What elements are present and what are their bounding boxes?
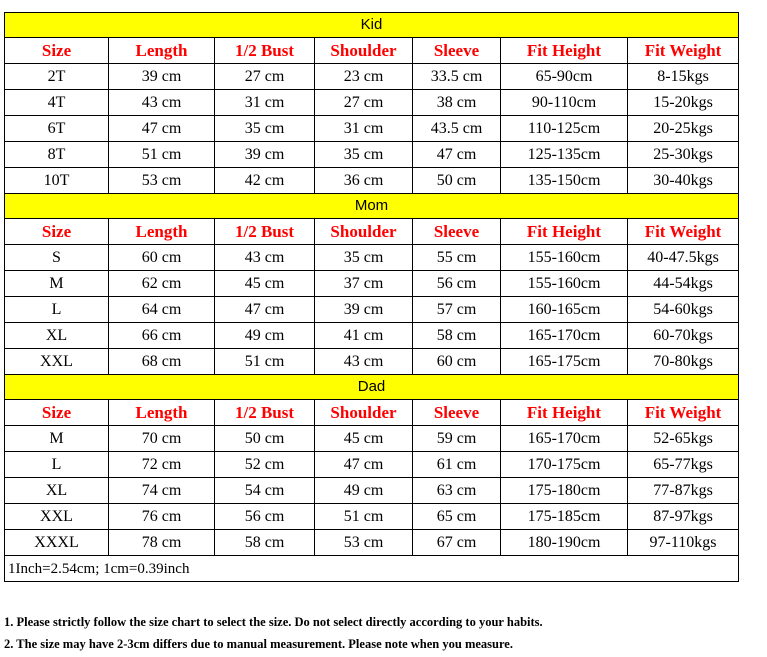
table-cell: 31 cm: [315, 116, 413, 142]
table-cell: 43 cm: [315, 349, 413, 375]
table-cell: 51 cm: [315, 504, 413, 530]
table-cell: 10T: [5, 168, 109, 194]
table-cell: 44-54kgs: [628, 271, 739, 297]
table-cell: 60-70kgs: [628, 323, 739, 349]
column-header: Fit Weight: [628, 219, 739, 245]
table-cell: 64 cm: [109, 297, 215, 323]
column-header: Shoulder: [315, 400, 413, 426]
table-cell: 47 cm: [413, 142, 501, 168]
table-row: [5, 426, 739, 452]
table-cell: XXL: [5, 349, 109, 375]
table-cell: 65-77kgs: [628, 452, 739, 478]
table-cell: 8T: [5, 142, 109, 168]
table-cell: 20-25kgs: [628, 116, 739, 142]
section-title: Mom: [5, 194, 739, 219]
table-cell: 55 cm: [413, 245, 501, 271]
table-cell: 175-180cm: [501, 478, 628, 504]
table-row: [5, 452, 739, 478]
column-header: Size: [5, 400, 109, 426]
table-cell: 180-190cm: [501, 530, 628, 556]
table-cell: 49 cm: [215, 323, 315, 349]
table-cell: 27 cm: [215, 64, 315, 90]
table-row: [5, 142, 739, 168]
table-cell: 87-97kgs: [628, 504, 739, 530]
table-cell: 35 cm: [315, 245, 413, 271]
column-header-row: [5, 219, 739, 245]
table-cell: 56 cm: [215, 504, 315, 530]
table-cell: 155-160cm: [501, 245, 628, 271]
table-cell: M: [5, 426, 109, 452]
table-cell: 40-47.5kgs: [628, 245, 739, 271]
conversion-note: 1Inch=2.54cm; 1cm=0.39inch: [5, 556, 739, 582]
table-cell: 39 cm: [109, 64, 215, 90]
table-cell: 47 cm: [109, 116, 215, 142]
column-header: Sleeve: [413, 219, 501, 245]
table-cell: 8-15kgs: [628, 64, 739, 90]
column-header: Length: [109, 400, 215, 426]
table-cell: 35 cm: [315, 142, 413, 168]
table-cell: 165-170cm: [501, 426, 628, 452]
table-cell: 59 cm: [413, 426, 501, 452]
table-cell: 27 cm: [315, 90, 413, 116]
table-row: [5, 245, 739, 271]
table-cell: 39 cm: [215, 142, 315, 168]
table-cell: 50 cm: [215, 426, 315, 452]
table-cell: XL: [5, 478, 109, 504]
table-row: [5, 349, 739, 375]
table-cell: 77-87kgs: [628, 478, 739, 504]
table-cell: XL: [5, 323, 109, 349]
table-cell: 78 cm: [109, 530, 215, 556]
section-row-mom: [5, 194, 739, 219]
table-cell: 39 cm: [315, 297, 413, 323]
table-row: [5, 297, 739, 323]
table-cell: 53 cm: [315, 530, 413, 556]
table-cell: 31 cm: [215, 90, 315, 116]
table-cell: 41 cm: [315, 323, 413, 349]
table-cell: 36 cm: [315, 168, 413, 194]
table-cell: 57 cm: [413, 297, 501, 323]
table-cell: 97-110kgs: [628, 530, 739, 556]
column-header: Shoulder: [315, 38, 413, 64]
column-header: 1/2 Bust: [215, 219, 315, 245]
table-cell: 30-40kgs: [628, 168, 739, 194]
column-header: Fit Height: [501, 400, 628, 426]
column-header: Size: [5, 38, 109, 64]
table-cell: 61 cm: [413, 452, 501, 478]
table-cell: 2T: [5, 64, 109, 90]
table-row: [5, 90, 739, 116]
table-cell: 47 cm: [215, 297, 315, 323]
table-cell: S: [5, 245, 109, 271]
column-header: Length: [109, 219, 215, 245]
table-cell: 67 cm: [413, 530, 501, 556]
column-header: Fit Height: [501, 219, 628, 245]
table-cell: XXL: [5, 504, 109, 530]
table-cell: 63 cm: [413, 478, 501, 504]
table-cell: 110-125cm: [501, 116, 628, 142]
table-cell: 74 cm: [109, 478, 215, 504]
table-row: [5, 271, 739, 297]
column-header: Size: [5, 219, 109, 245]
table-cell: 43 cm: [109, 90, 215, 116]
table-cell: 175-185cm: [501, 504, 628, 530]
table-cell: 25-30kgs: [628, 142, 739, 168]
column-header: Sleeve: [413, 38, 501, 64]
table-cell: 62 cm: [109, 271, 215, 297]
table-cell: 37 cm: [315, 271, 413, 297]
table-cell: 125-135cm: [501, 142, 628, 168]
table-cell: 155-160cm: [501, 271, 628, 297]
column-header: Length: [109, 38, 215, 64]
section-row-kid: [5, 13, 739, 38]
table-cell: 165-170cm: [501, 323, 628, 349]
table-cell: 15-20kgs: [628, 90, 739, 116]
table-cell: L: [5, 297, 109, 323]
size-notes: [4, 612, 764, 656]
table-cell: 35 cm: [215, 116, 315, 142]
column-header-row: [5, 400, 739, 426]
table-cell: 60 cm: [413, 349, 501, 375]
table-cell: L: [5, 452, 109, 478]
section-row-dad: [5, 375, 739, 400]
table-row: [5, 478, 739, 504]
note-line-2: 2. The size may have 2-3cm differs due to manual measurement. Please note when you measure.: [4, 637, 513, 651]
section-title: Dad: [5, 375, 739, 400]
table-cell: 49 cm: [315, 478, 413, 504]
table-cell: 90-110cm: [501, 90, 628, 116]
table-cell: 51 cm: [109, 142, 215, 168]
column-header: Fit Weight: [628, 38, 739, 64]
column-header: Fit Weight: [628, 400, 739, 426]
column-header: 1/2 Bust: [215, 38, 315, 64]
table-cell: 23 cm: [315, 64, 413, 90]
table-cell: 6T: [5, 116, 109, 142]
table-cell: 53 cm: [109, 168, 215, 194]
table-cell: 60 cm: [109, 245, 215, 271]
note-line-1: 1. Please strictly follow the size chart to select the size. Do not select directly according to your habits.: [4, 615, 543, 629]
table-cell: 66 cm: [109, 323, 215, 349]
table-cell: 160-165cm: [501, 297, 628, 323]
table-cell: 52-65kgs: [628, 426, 739, 452]
table-cell: 58 cm: [215, 530, 315, 556]
column-header: Fit Height: [501, 38, 628, 64]
table-cell: 70 cm: [109, 426, 215, 452]
table-cell: 33.5 cm: [413, 64, 501, 90]
column-header: Shoulder: [315, 219, 413, 245]
table-row: [5, 168, 739, 194]
size-chart-table: [4, 12, 739, 582]
table-row: [5, 116, 739, 142]
table-cell: 54 cm: [215, 478, 315, 504]
size-chart-body: [5, 13, 739, 582]
table-row: [5, 504, 739, 530]
table-cell: 50 cm: [413, 168, 501, 194]
table-cell: 72 cm: [109, 452, 215, 478]
table-cell: M: [5, 271, 109, 297]
table-cell: 51 cm: [215, 349, 315, 375]
table-row: [5, 323, 739, 349]
table-cell: 52 cm: [215, 452, 315, 478]
table-row: [5, 530, 739, 556]
column-header: 1/2 Bust: [215, 400, 315, 426]
table-cell: 42 cm: [215, 168, 315, 194]
table-cell: 47 cm: [315, 452, 413, 478]
table-cell: 45 cm: [215, 271, 315, 297]
table-cell: 54-60kgs: [628, 297, 739, 323]
table-cell: 170-175cm: [501, 452, 628, 478]
table-cell: 43 cm: [215, 245, 315, 271]
table-cell: 70-80kgs: [628, 349, 739, 375]
conversion-note-row: [5, 556, 739, 582]
table-cell: 4T: [5, 90, 109, 116]
table-cell: 68 cm: [109, 349, 215, 375]
column-header-row: [5, 38, 739, 64]
table-cell: 135-150cm: [501, 168, 628, 194]
table-row: [5, 64, 739, 90]
table-cell: 76 cm: [109, 504, 215, 530]
table-cell: 45 cm: [315, 426, 413, 452]
table-cell: 65 cm: [413, 504, 501, 530]
column-header: Sleeve: [413, 400, 501, 426]
table-cell: XXXL: [5, 530, 109, 556]
table-cell: 38 cm: [413, 90, 501, 116]
section-title: Kid: [5, 13, 739, 38]
table-cell: 56 cm: [413, 271, 501, 297]
table-cell: 58 cm: [413, 323, 501, 349]
table-cell: 43.5 cm: [413, 116, 501, 142]
table-cell: 65-90cm: [501, 64, 628, 90]
table-cell: 165-175cm: [501, 349, 628, 375]
